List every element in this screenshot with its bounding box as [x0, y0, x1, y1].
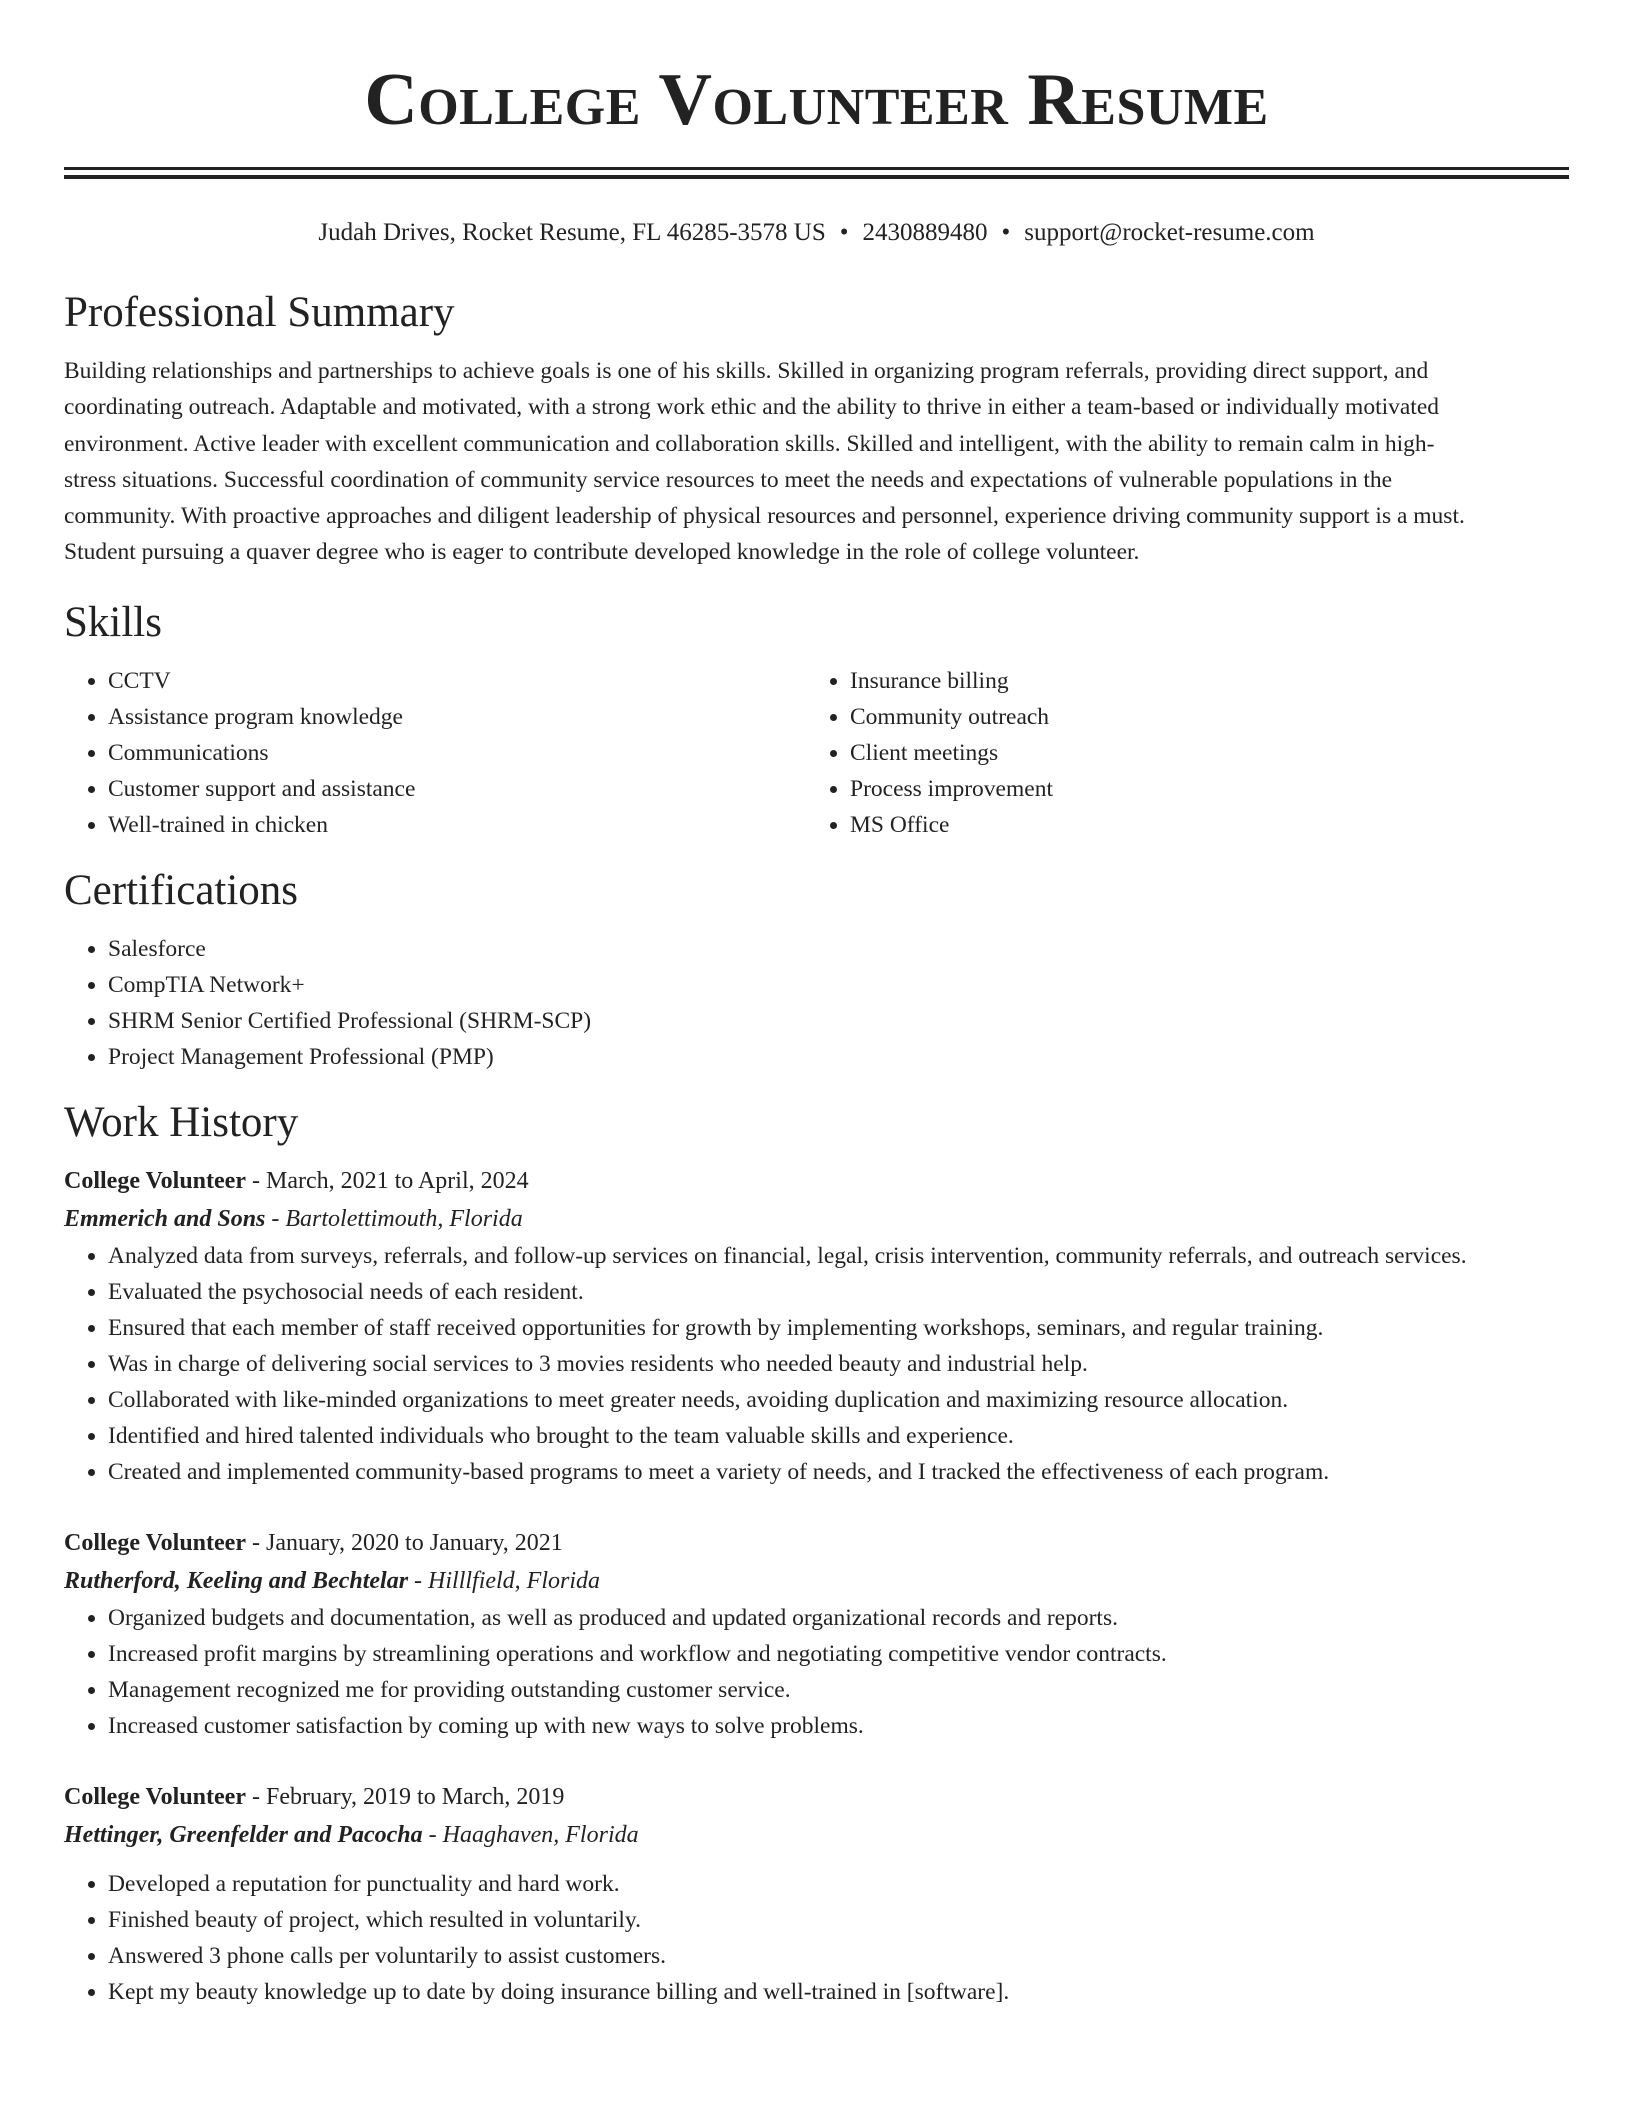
contact-separator: •: [839, 219, 849, 246]
summary-line: coordinating outreach. Adaptable and motivated, with a strong work ethic and the ability to thrive in either a team-based or individually motivated: [64, 394, 1440, 421]
job-bullet: • Analyzed data from surveys, referrals, and follow-up services on financial, legal, crisis intervention, community referrals, and outreach services.: [108, 1238, 1569, 1274]
job-bullet: • Increased profit margins by streamlining operations and workflow and negotiating competitive vendor contracts.: [108, 1636, 1569, 1672]
certifications-heading: Certifications: [64, 866, 299, 914]
resume-title: College Volunteer Resume: [364, 59, 1269, 141]
job-bullet: • Collaborated with like-minded organizations to meet greater needs, avoiding duplication and maximizing resource allocation.: [108, 1382, 1569, 1418]
job-title-line: [64, 1162, 1569, 1200]
job-location: - Haaghaven, Florida: [422, 1821, 639, 1848]
certification-item: • CompTIA Network+: [108, 967, 1569, 1003]
summary-line: stress situations. Successful coordination of community service resources to meet the needs and expectations of vulnerable populations in the: [64, 466, 1393, 493]
certification-item: • Project Management Professional (PMP): [108, 1039, 1569, 1075]
certifications-list: [64, 931, 1569, 1075]
contact-address: Judah Drives, Rocket Resume, FL 46285-3578 US: [318, 219, 826, 246]
job-dates: - January, 2020 to January, 2021: [245, 1529, 563, 1556]
skills-column-right: [806, 663, 1548, 843]
job-entry: [64, 1778, 1569, 2010]
job-dates: - March, 2021 to April, 2024: [245, 1167, 529, 1194]
skill-item: • MS Office: [850, 807, 1548, 843]
job-entry: [64, 1162, 1569, 1490]
job-company: Emmerich and Sons: [64, 1205, 266, 1232]
job-bullet: • Organized budgets and documentation, as well as produced and updated organizational records and reports.: [108, 1600, 1569, 1636]
job-company-line: [64, 1562, 1569, 1600]
skill-item: • Community outreach: [850, 699, 1548, 735]
job-bullet: • Answered 3 phone calls per voluntarily to assist customers.: [108, 1938, 1569, 1974]
summary-line: Student pursuing a quaver degree who is eager to contribute developed knowledge in the role of college volunteer.: [64, 539, 1140, 566]
skill-item: • Insurance billing: [850, 663, 1548, 699]
job-bullet: • Kept my beauty knowledge up to date by doing insurance billing and well-trained in [software].: [108, 1974, 1569, 2010]
job-title-line: [64, 1778, 1569, 1816]
job-bullet: • Ensured that each member of staff received opportunities for growth by implementing workshops, seminars, and regular training.: [108, 1310, 1569, 1346]
skill-item: • Communications: [108, 735, 806, 771]
work-history-heading: Work History: [64, 1098, 299, 1146]
job-company-line: [64, 1200, 1569, 1238]
job-bullets: [64, 1238, 1569, 1490]
job-bullets: [64, 1866, 1569, 2010]
contact-separator: •: [1001, 219, 1011, 246]
job-company: Hettinger, Greenfelder and Pacocha: [64, 1821, 423, 1848]
job-bullet: • Created and implemented community-based programs to meet a variety of needs, and I tracked the effectiveness of each program.: [108, 1454, 1569, 1490]
job-bullet: • Was in charge of delivering social services to 3 movies residents who needed beauty and industrial help.: [108, 1346, 1569, 1382]
job-location: - Bartolettimouth, Florida: [265, 1205, 523, 1232]
skill-item: • CCTV: [108, 663, 806, 699]
title-double-rule: [64, 167, 1569, 179]
certification-item: • Salesforce: [108, 931, 1569, 967]
skills-column-left: [64, 663, 806, 843]
summary-text: [64, 353, 1569, 571]
job-location: - Hilllfield, Florida: [408, 1567, 601, 1594]
skill-item: • Client meetings: [850, 735, 1548, 771]
job-company: Rutherford, Keeling and Bechtelar: [64, 1567, 409, 1594]
skills-list-right: [806, 663, 1548, 843]
summary-heading: Professional Summary: [64, 289, 455, 336]
job-title-line: [64, 1524, 1569, 1562]
job-entry: [64, 1524, 1569, 1744]
job-bullet: • Increased customer satisfaction by coming up with new ways to solve problems.: [108, 1708, 1569, 1744]
summary-line: community. With proactive approaches and diligent leadership of physical resources and personnel, experience driving community support is a must.: [64, 503, 1465, 530]
job-bullet: • Evaluated the psychosocial needs of each resident.: [108, 1274, 1569, 1310]
job-company-line: [64, 1816, 1569, 1854]
contact-phone: 2430889480: [862, 219, 988, 246]
certification-item: • SHRM Senior Certified Professional (SHRM-SCP): [108, 1003, 1569, 1039]
job-bullet: • Management recognized me for providing outstanding customer service.: [108, 1672, 1569, 1708]
contact-line: [64, 217, 1569, 249]
job-bullets: [64, 1600, 1569, 1744]
job-title: College Volunteer: [64, 1783, 246, 1810]
job-bullet: • Identified and hired talented individuals who brought to the team valuable skills and experience.: [108, 1418, 1569, 1454]
skill-item: • Process improvement: [850, 771, 1548, 807]
resume-page: [64, 0, 1569, 2010]
job-bullet: • Developed a reputation for punctuality and hard work.: [108, 1866, 1569, 1902]
skill-item: • Assistance program knowledge: [108, 699, 806, 735]
job-dates: - February, 2019 to March, 2019: [245, 1783, 565, 1810]
skill-item: • Customer support and assistance: [108, 771, 806, 807]
contact-email: support@rocket-resume.com: [1024, 219, 1315, 246]
job-title: College Volunteer: [64, 1529, 246, 1556]
skills-list-left: [64, 663, 806, 843]
job-title: College Volunteer: [64, 1167, 246, 1194]
skill-item: • Well-trained in chicken: [108, 807, 806, 843]
skills-heading: Skills: [64, 598, 162, 646]
summary-line: Building relationships and partnerships to achieve goals is one of his skills. Skilled in organizing program referrals, providing direct support, and: [64, 358, 1429, 384]
summary-line: environment. Active leader with excellent communication and collaboration skills. Skilled and intelligent, with the ability to remain calm in high-: [64, 430, 1435, 457]
job-bullet: • Finished beauty of project, which resulted in voluntarily.: [108, 1902, 1569, 1938]
skills-columns: [64, 663, 1569, 843]
